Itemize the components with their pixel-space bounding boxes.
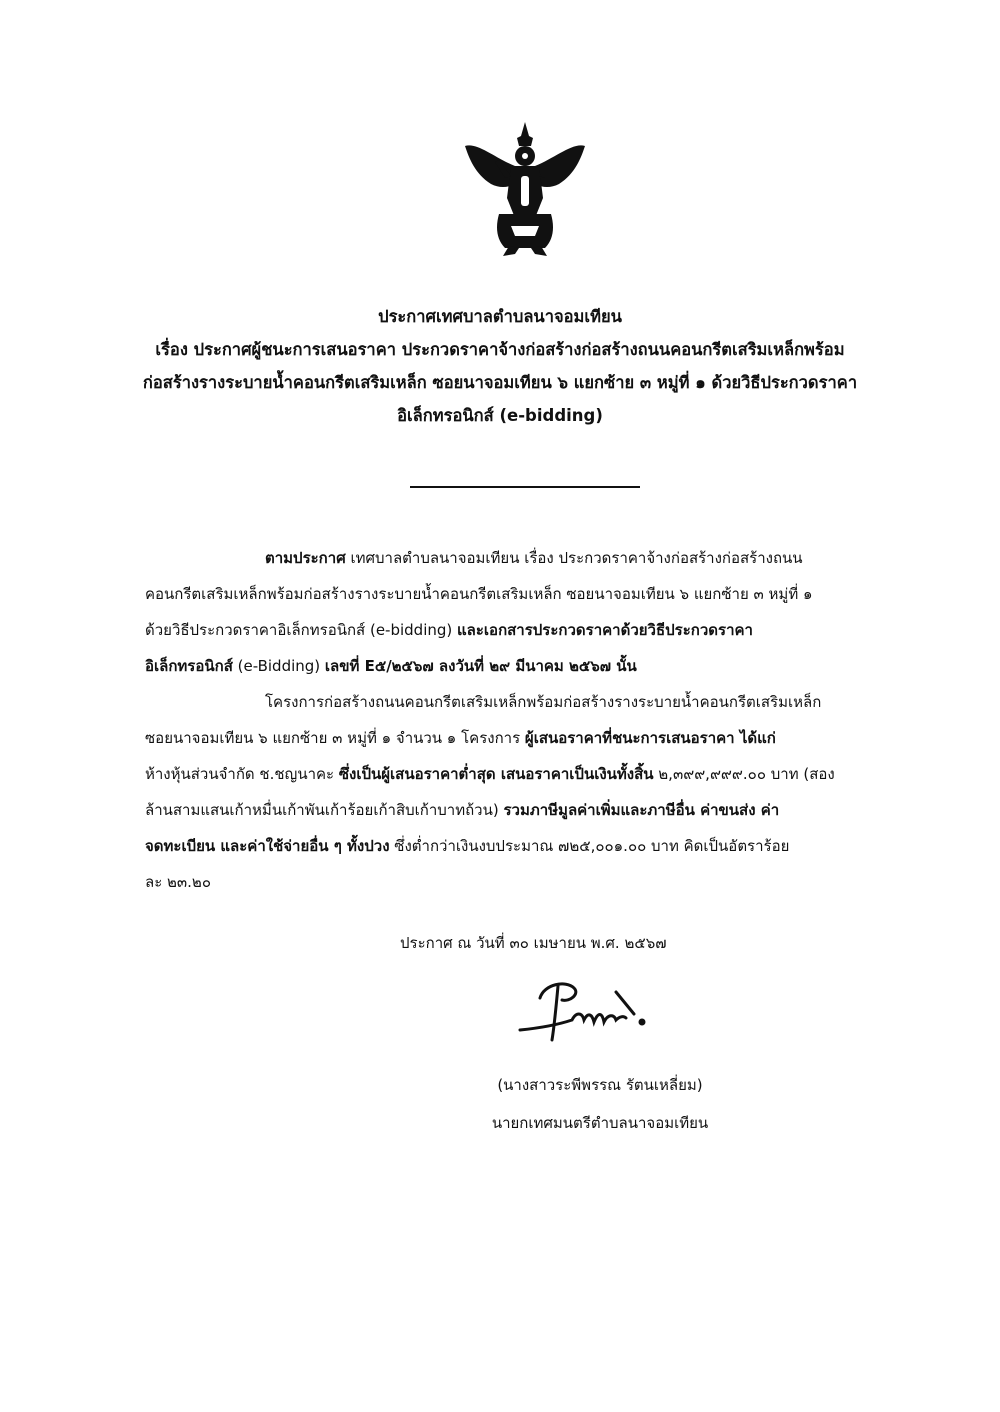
signer-title: นายกเทศมนตรีตำบลนาจอมเทียน	[491, 1114, 709, 1132]
body-text: ซึ่งเป็นผู้เสนอราคาต่ำสุด เสนอราคาเป็นเงินทั้งสิ้น	[338, 765, 654, 783]
announcement-date: ประกาศ ณ วันที่ ๓๐ เมษายน พ.ศ. ๒๕๖๗	[400, 934, 667, 952]
signer-name: (นางสาวระพีพรรณ รัตนเหลี่ยม)	[497, 1076, 703, 1094]
title-divider	[410, 486, 640, 488]
body-text: เลขที่ E๕/๒๕๖๗ ลงวันที่ ๒๙ มีนาคม ๒๕๖๗ นั้น	[324, 657, 637, 675]
paragraph-2-line-1	[145, 684, 885, 720]
announcement-body	[145, 540, 885, 900]
body-text: ละ ๒๓.๒๐	[145, 873, 211, 891]
body-text: ล้านสามแสนเก้าหมื่นเก้าพันเก้าร้อยเก้าสิบเก้าบาทถ้วน)	[145, 801, 504, 819]
paragraph-1-line-3	[145, 612, 885, 648]
body-text: ด้วยวิธีประกวดราคาอิเล็กทรอนิกส์ (e-bidding)	[145, 621, 458, 639]
body-text: รวมภาษีมูลค่าเพิ่มและภาษีอื่น ค่าขนส่ง ค่า	[503, 801, 780, 819]
body-text: ผู้เสนอราคาที่ชนะการเสนอราคา ได้แก่	[524, 729, 776, 747]
body-text: จดทะเบียน และค่าใช้จ่ายอื่น ๆ ทั้งปวง	[145, 837, 390, 855]
paragraph-1-line-2	[145, 576, 885, 612]
body-text: (e-Bidding)	[232, 657, 325, 675]
paragraph-1-line-4	[145, 648, 885, 684]
body-text: ตามประกาศ	[265, 549, 346, 567]
paragraph-2-line-6	[145, 864, 885, 900]
title-line-1: ประกาศเทศบาลตำบลนาจอมเทียน	[378, 307, 622, 326]
paragraph-2-line-5	[145, 828, 885, 864]
body-text: ๒,๓๙๙,๙๙๙.๐๐ บาท (สอง	[653, 765, 835, 783]
paragraph-1-line-1	[145, 540, 885, 576]
paragraph-2-line-3	[145, 756, 885, 792]
paragraph-2-line-2	[145, 720, 885, 756]
title-line-4: อิเล็กทรอนิกส์ (e-bidding)	[397, 406, 603, 425]
title-line-3: ก่อสร้างรางระบายน้ำคอนกรีตเสริมเหล็ก ซอยนาจอมเทียน ๖ แยกซ้าย ๓ หมู่ที่ ๑ ด้วยวิธีประกวดราคา	[142, 373, 858, 392]
paragraph-2-line-4	[145, 792, 885, 828]
body-text: คอนกรีตเสริมเหล็กพร้อมก่อสร้างรางระบายน้ำคอนกรีตเสริมเหล็ก ซอยนาจอมเทียน ๖ แยกซ้าย ๓ หมู่ที่ ๑	[145, 585, 813, 603]
body-text: ซึ่งต่ำกว่าเงินงบประมาณ ๗๒๕,๐๐๑.๐๐ บาท คิดเป็นอัตราร้อย	[389, 837, 790, 855]
garuda-emblem-icon	[455, 118, 595, 258]
body-text: ซอยนาจอมเทียน ๖ แยกซ้าย ๓ หมู่ที่ ๑ จำนวน ๑ โครงการ	[145, 729, 525, 747]
title-line-2: เรื่อง ประกาศผู้ชนะการเสนอราคา ประกวดราคาจ้างก่อสร้างก่อสร้างถนนคอนกรีตเสริมเหล็กพร้อม	[155, 340, 845, 359]
body-text: เทศบาลตำบลนาจอมเทียน เรื่อง ประกวดราคาจ้างก่อสร้างก่อสร้างถนน	[345, 549, 803, 567]
body-text: ห้างหุ้นส่วนจำกัด ช.ชญนาคะ	[145, 765, 339, 783]
body-text: โครงการก่อสร้างถนนคอนกรีตเสริมเหล็กพร้อมก่อสร้างรางระบายน้ำคอนกรีตเสริมเหล็ก	[265, 693, 822, 711]
handwritten-signature-icon	[510, 968, 670, 1048]
announcement-title	[100, 300, 900, 432]
body-text: และเอกสารประกวดราคาด้วยวิธีประกวดราคา	[457, 621, 753, 639]
body-text: อิเล็กทรอนิกส์	[145, 657, 233, 675]
